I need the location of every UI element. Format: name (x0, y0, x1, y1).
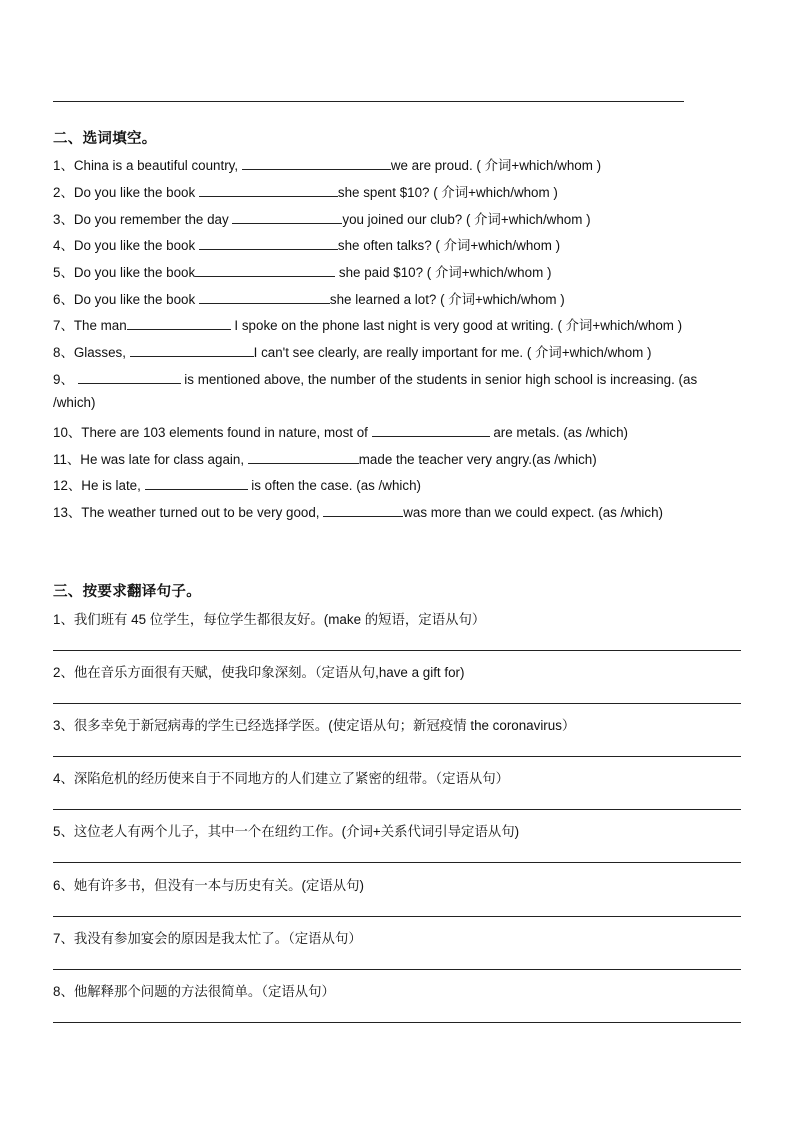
item-number: 13、 (53, 505, 82, 520)
item-text-after: we are proud. ( 介词+which/whom ) (390, 158, 602, 173)
item-text-before: Do you like the book (73, 292, 199, 307)
exercise-item-4 (53, 235, 560, 254)
translation-prompt-7: 7、我没有参加宴会的原因是我太忙了。（定语从句） (53, 931, 362, 946)
item-text-after: she often talks? ( 介词+which/whom ) (337, 238, 561, 253)
item-text-before: The weather turned out to be very good, (81, 505, 324, 520)
item-text-before: He is late, (81, 478, 145, 493)
exercise-item-7 (53, 315, 682, 334)
translation-prompt-4: 4、深陷危机的经历使来自于不同地方的人们建立了紧密的纽带。（定语从句） (53, 771, 510, 786)
item-text-after: made the teacher very angry.(as /which) (358, 452, 597, 467)
item-number: 8、 (53, 345, 74, 360)
answer-blank[interactable] (248, 449, 359, 464)
item-text-before: Glasses, (73, 345, 130, 360)
translation-prompt-1: 1、我们班有 45 位学生，每位学生都很友好。(make 的短语，定语从句） (53, 612, 486, 627)
answer-blank[interactable] (127, 315, 231, 330)
translation-prompt-5: 5、这位老人有两个儿子，其中一个在纽约工作。(介词+关系代词引导定语从句) (53, 824, 520, 839)
exercise-item-9 (53, 369, 697, 388)
item-text-after: is mentioned above, the number of the students in senior high school is increasing. (as (180, 372, 698, 387)
item-number: 6、 (53, 292, 74, 307)
item-number: 10、 (53, 425, 82, 440)
item-text-after: you joined our club? ( 介词+which/whom ) (342, 212, 591, 227)
item-text-before: Do you like the book (73, 238, 199, 253)
exercise-item-1 (53, 155, 601, 174)
answer-blank[interactable] (232, 209, 342, 224)
item-text-after: was more than we could expect. (as /which) (403, 505, 663, 520)
answer-line-8[interactable] (53, 1022, 741, 1023)
section-3-heading: 三、按要求翻译句子。 (53, 584, 201, 600)
answer-blank[interactable] (199, 289, 330, 304)
exercise-item-10 (53, 422, 628, 441)
item-number: 4、 (53, 238, 74, 253)
item-text-after: are metals. (as /which) (489, 425, 629, 440)
item-text-before: The man (73, 318, 127, 333)
item-text-before: China is a beautiful country, (73, 158, 242, 173)
item-text-after: I spoke on the phone last night is very good at writing. ( 介词+which/whom ) (230, 318, 683, 333)
answer-line-6[interactable] (53, 916, 741, 917)
item-text-before: Do you remember the day (73, 212, 233, 227)
item-text-before: Do you like the book (73, 265, 196, 280)
answer-blank[interactable] (372, 422, 490, 437)
exercise-item-12 (53, 475, 421, 494)
answer-blank[interactable] (145, 475, 248, 490)
answer-line-7[interactable] (53, 969, 741, 970)
translation-prompt-6: 6、她有许多书，但没有一本与历史有关。(定语从句) (53, 878, 364, 893)
translation-prompt-3: 3、很多幸免于新冠病毒的学生已经选择学医。(使定语从句；新冠疫情 the coronavirus） (53, 718, 576, 733)
answer-line-3[interactable] (53, 756, 741, 757)
exercise-item-8 (53, 342, 652, 361)
answer-line-2[interactable] (53, 703, 741, 704)
item-number: 2、 (53, 185, 74, 200)
item-text-before: There are 103 elements found in nature, most of (81, 425, 372, 440)
item-text-after: she learned a lot? ( 介词+which/whom ) (329, 292, 565, 307)
item-text-after: I can't see clearly, are really important for me. ( 介词+which/whom ) (253, 345, 652, 360)
answer-blank[interactable] (323, 502, 403, 517)
exercise-item-11 (53, 449, 597, 468)
item-text-before: Do you like the book (73, 185, 199, 200)
answer-blank[interactable] (199, 235, 338, 250)
item-number: 3、 (53, 212, 74, 227)
answer-blank[interactable] (242, 155, 391, 170)
item-text-after: she paid $10? ( 介词+which/whom ) (335, 265, 552, 280)
answer-line-1[interactable] (53, 650, 741, 651)
item-number: 11、 (53, 452, 81, 467)
exercise-item-3 (53, 209, 591, 228)
item-number: 12、 (53, 478, 82, 493)
translation-prompt-8: 8、他解释那个问题的方法很简单。（定语从句） (53, 984, 335, 999)
item-number: 5、 (53, 265, 74, 280)
exercise-item-5 (53, 262, 551, 281)
answer-blank[interactable] (130, 342, 254, 357)
exercise-item-9-continuation: /which) (53, 395, 96, 410)
exercise-item-2 (53, 182, 558, 201)
exercise-item-6 (53, 289, 565, 308)
item-text-after: is often the case. (as /which) (247, 478, 421, 493)
answer-line-4[interactable] (53, 809, 741, 810)
answer-blank[interactable] (195, 262, 335, 277)
answer-blank[interactable] (78, 369, 181, 384)
item-number: 1、 (53, 158, 74, 173)
item-number: 7、 (53, 318, 74, 333)
item-text-before: He was late for class again, (80, 452, 248, 467)
item-text-after: she spent $10? ( 介词+which/whom ) (337, 185, 558, 200)
exercise-item-13 (53, 502, 663, 521)
answer-blank[interactable] (199, 182, 338, 197)
section-2-heading: 二、选词填空。 (53, 131, 157, 147)
item-number: 9、 (53, 372, 74, 387)
top-divider (53, 101, 684, 102)
answer-line-5[interactable] (53, 862, 741, 863)
translation-prompt-2: 2、他在音乐方面很有天赋，使我印象深刻。（定语从句,have a gift for) (53, 665, 465, 680)
